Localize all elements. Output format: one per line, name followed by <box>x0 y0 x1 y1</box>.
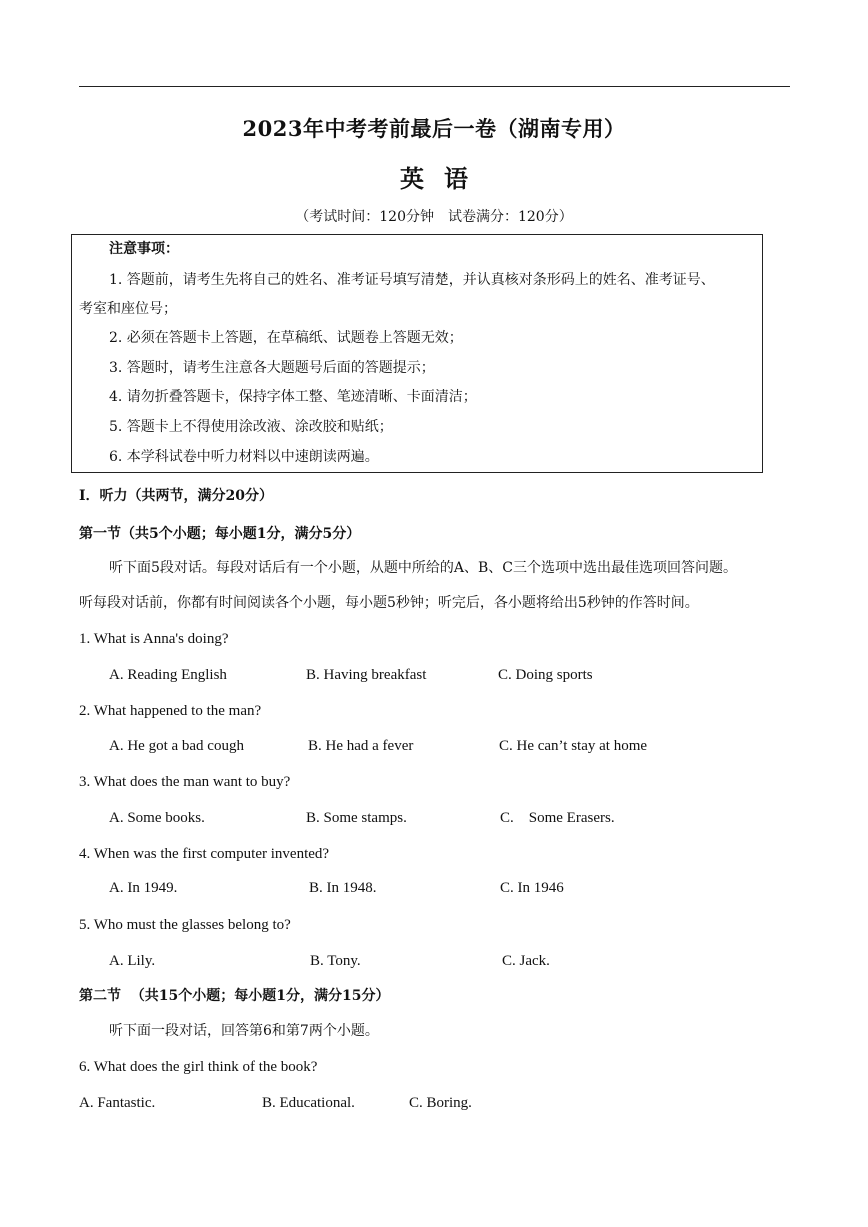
answer-option: B. He had a fever <box>308 738 414 754</box>
section-intro: 听每段对话前，你都有时间阅读各个小题，每小题5秒钟；听完后，各小题将给出5秒钟的作答时间。 <box>79 595 699 611</box>
notice-item: 考室和座位号； <box>79 301 177 317</box>
part-heading: I．听力（共两节，满分20分） <box>79 488 274 504</box>
notice-item: 1. 答题前，请考生先将自己的姓名、准考证号填写清楚，并认真核对条形码上的姓名、准考证号、 <box>109 272 715 288</box>
section-intro: 听下面5段对话。每段对话后有一个小题，从题中所给的A、B、C三个选项中选出最佳选项回答问题。 <box>109 560 738 576</box>
section-heading: 第二节 （共15个小题；每小题1分，满分15分） <box>79 988 390 1004</box>
notice-item: 3. 答题时，请考生注意各大题题号后面的答题提示； <box>109 360 435 376</box>
exam-title: 2023年中考考前最后一卷（湖南专用） <box>242 116 626 141</box>
question-stem: 4. When was the first computer invented? <box>79 846 330 862</box>
notice-box <box>71 234 763 473</box>
notice-item: 6. 本学科试卷中听力材料以中速朗读两遍。 <box>109 449 379 465</box>
answer-option: C. Jack. <box>502 953 550 969</box>
answer-option: A. He got a bad cough <box>109 738 244 754</box>
question-stem: 5. Who must the glasses belong to? <box>79 917 291 933</box>
answer-option: B. Having breakfast <box>306 667 427 683</box>
answer-option: A. Some books. <box>109 810 205 826</box>
answer-option: B. Some stamps. <box>306 810 407 826</box>
answer-option: C. Boring. <box>409 1095 472 1111</box>
notice-heading: 注意事项： <box>109 241 179 257</box>
answer-option: C. He can’t stay at home <box>499 738 648 754</box>
section-heading: 第一节（共5个小题；每小题1分，满分5分） <box>79 526 361 542</box>
answer-option: C. Doing sports <box>498 667 593 683</box>
section-intro: 听下面一段对话，回答第6和第7两个小题。 <box>109 1023 379 1039</box>
question-stem: 1. What is Anna's doing? <box>79 631 229 647</box>
question-stem: 6. What does the girl think of the book? <box>79 1059 318 1075</box>
question-stem: 3. What does the man want to buy? <box>79 774 291 790</box>
answer-option: C. In 1946 <box>500 880 564 896</box>
subject-title: 英语 <box>400 164 488 193</box>
notice-item: 5. 答题卡上不得使用涂改液、涂改胶和贴纸； <box>109 419 393 435</box>
answer-option: C. Some Erasers. <box>500 810 615 826</box>
answer-option: B. In 1948. <box>309 880 377 896</box>
header-rule <box>79 86 790 87</box>
answer-option: B. Educational. <box>262 1095 355 1111</box>
answer-option: A. Reading English <box>109 667 227 683</box>
notice-item: 2. 必须在答题卡上答题，在草稿纸、试题卷上答题无效； <box>109 330 463 346</box>
answer-option: A. Lily. <box>109 953 156 969</box>
notice-item: 4. 请勿折叠答题卡，保持字体工整、笔迹清晰、卡面清洁； <box>109 389 477 405</box>
exam-info: （考试时间：120分钟 试卷满分：120分） <box>295 209 573 225</box>
answer-option: A. In 1949. <box>109 880 178 896</box>
answer-option: B. Tony. <box>310 953 361 969</box>
answer-option: A. Fantastic. <box>79 1095 156 1111</box>
question-stem: 2. What happened to the man? <box>79 703 262 719</box>
